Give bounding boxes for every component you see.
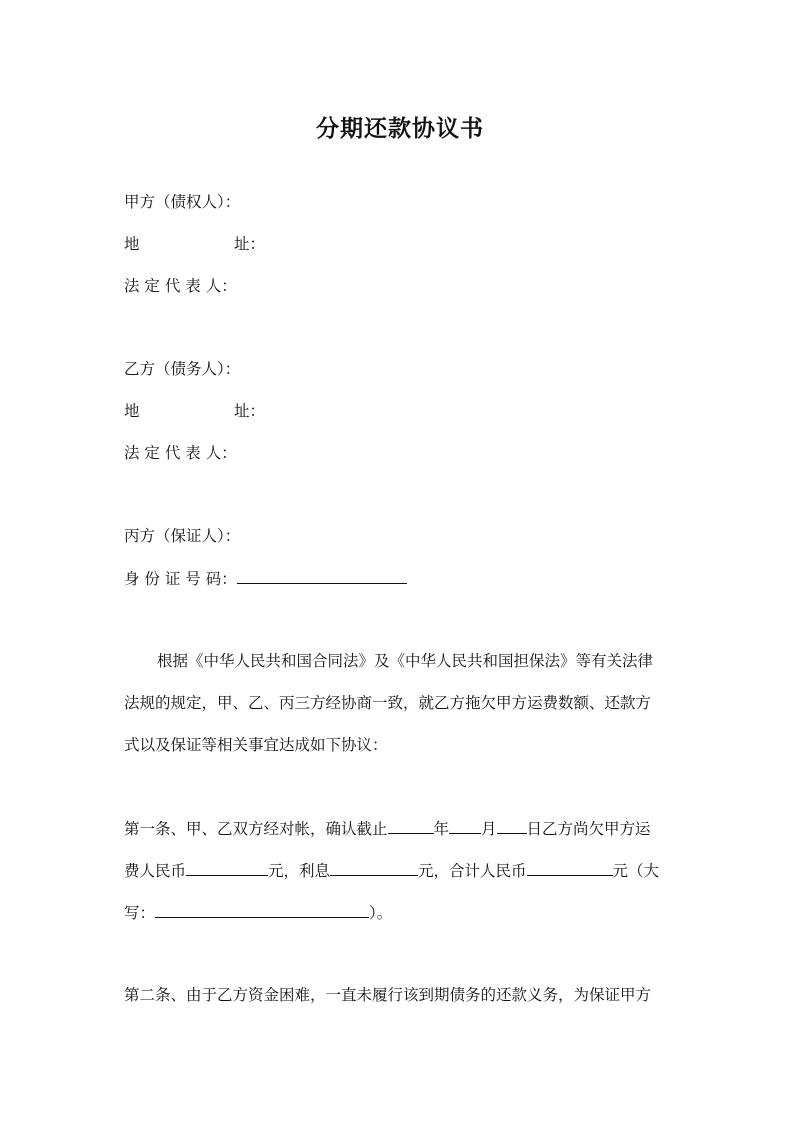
day-blank xyxy=(497,817,527,834)
year-blank xyxy=(388,817,434,834)
article-1-total-label: 元，合计人民币 xyxy=(418,862,527,880)
party-a-representative-label: 法 定 代 表 人： xyxy=(124,277,237,295)
party-b-address-label-end: 址： xyxy=(234,402,266,420)
party-c-id-label: 身 份 证 号 码： xyxy=(124,570,237,588)
article-1-day-text: 日乙方尚欠甲方运 xyxy=(526,820,651,838)
party-a-address-row xyxy=(124,233,265,255)
party-a-address-label-end: 址： xyxy=(234,235,266,253)
article-1-fee-label: 费人民币 xyxy=(124,862,187,880)
fee-amount-blank xyxy=(186,859,268,876)
document-title: 分期还款协议书 xyxy=(316,115,484,142)
preamble-line-1: 根据《中华人民共和国合同法》及《中华人民共和国担保法》等有关法律 xyxy=(157,652,654,670)
party-a-address-label-start: 地 xyxy=(124,235,140,253)
party-c-label: 丙方（保证人）： xyxy=(124,527,241,545)
month-label: 月 xyxy=(481,820,497,838)
article-1-capital-label: 元（大 xyxy=(612,862,660,880)
party-b-label: 乙方（债务人）： xyxy=(124,360,241,378)
article-2-line-1: 第二条、由于乙方资金困难，一直未履行该到期债务的还款义务，为保证甲方 xyxy=(124,986,652,1004)
preamble-line-2: 法规的规定，甲、乙、丙三方经协商一致，就乙方拖欠甲方运费数额、还款方 xyxy=(124,694,652,712)
article-1-line-3 xyxy=(124,901,392,924)
article-1-line-1 xyxy=(124,817,651,840)
month-blank xyxy=(449,817,481,834)
interest-amount-blank xyxy=(330,859,418,876)
party-b-address-row xyxy=(124,400,265,422)
article-1-line-2 xyxy=(124,859,659,882)
capital-amount-blank xyxy=(155,901,369,918)
article-1-write-label: 写： xyxy=(124,904,156,922)
party-b-address-label-start: 地 xyxy=(124,402,140,420)
total-amount-blank xyxy=(527,859,613,876)
party-c-id-row xyxy=(124,567,407,590)
party-b-representative-label: 法 定 代 表 人： xyxy=(124,444,237,462)
preamble-line-3: 式以及保证等相关事宜达成如下协议： xyxy=(124,736,388,754)
party-a-label: 甲方（债权人）： xyxy=(124,193,241,211)
id-number-blank xyxy=(237,567,407,584)
article-1-end: ）。 xyxy=(369,904,393,922)
article-1-text-start: 第一条、甲、乙双方经对帐，确认截止 xyxy=(124,820,388,838)
year-label: 年 xyxy=(433,820,450,838)
article-1-interest-label: 元，利息 xyxy=(268,862,331,880)
